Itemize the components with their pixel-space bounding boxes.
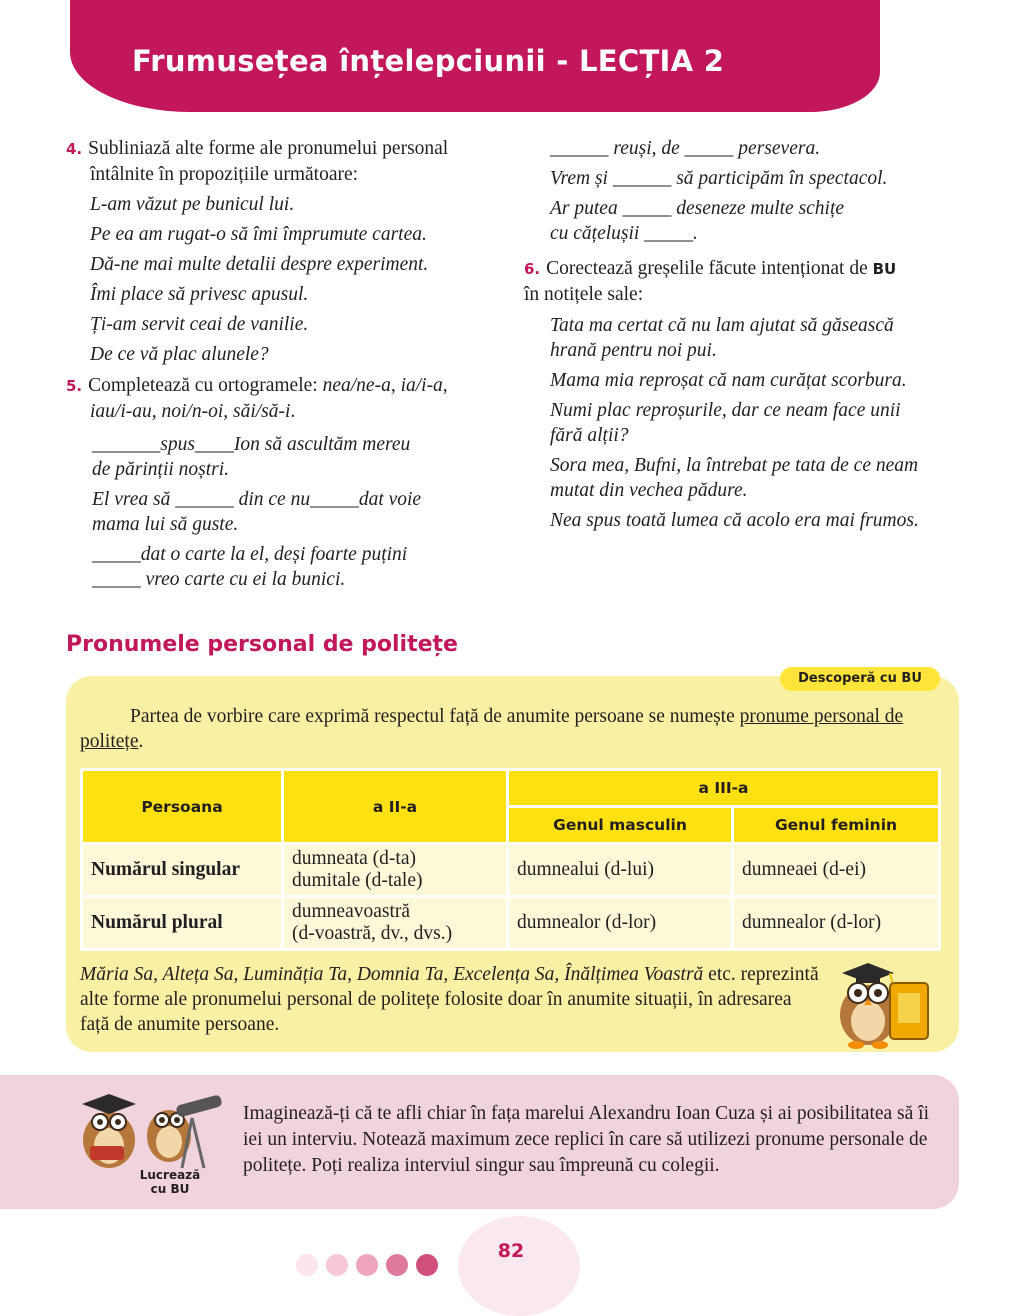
sentence: Tata ma certat că nu lam ajutat să găsească: [550, 315, 894, 336]
decorative-dot: [356, 1254, 378, 1276]
sentence: hrană pentru noi pui.: [550, 340, 717, 361]
exercise-5-prompt-line2: iau/i-au, noi/n-oi, săi/să-i.: [90, 401, 296, 422]
decorative-dot: [296, 1254, 318, 1276]
sentence: L-am văzut pe bunicul lui.: [90, 194, 295, 215]
exercise-number: 4.: [66, 140, 83, 158]
definition-text: Partea de vorbire care exprimă respectul față de anumite persoane se numește pronume personal de politețe.: [80, 706, 904, 752]
section-title: Pronumele personal de politețe: [66, 632, 458, 657]
bu-label: BU: [872, 260, 897, 278]
exercise-5-prompt: 5. Completează cu ortogramele: nea/ne-a, ia/i-a,: [66, 375, 448, 396]
cell-masculine: dumnealui (d-lui): [508, 844, 733, 897]
cell-person-2: dumneata (d-ta) dumitale (d-tale): [283, 844, 508, 897]
exercise-5-continued: [524, 136, 974, 246]
header-person-2: a II-a: [283, 770, 508, 844]
cell-feminine: dumneaei (d-ei): [733, 844, 940, 897]
page-title: Frumusețea înțelepciunii - LECȚIA 2: [132, 44, 725, 78]
sentence: mutat din vechea pădure.: [550, 480, 748, 501]
work-with-bu-badge: Lucrează cu BU: [139, 1168, 201, 1196]
exercise-6-sentences: [524, 313, 974, 533]
sentence: _____ vreo carte cu ei la bunici.: [92, 569, 346, 590]
sentence: De ce vă plac alunele?: [90, 344, 269, 365]
header-person-3: a III-a: [508, 770, 940, 807]
decorative-dot: [326, 1254, 348, 1276]
owls-telescope-illustration: [64, 1088, 234, 1172]
decorative-dot: [386, 1254, 408, 1276]
sentence: Îmi place să privesc apusul.: [90, 284, 309, 305]
table-row: [82, 897, 940, 950]
sentence: mama lui să guste.: [92, 514, 239, 535]
defined-term: pronume personal de politețe: [80, 706, 904, 752]
discover-tag: Descoperă cu BU: [780, 667, 940, 691]
header-masculine: Genul masculin: [508, 807, 733, 844]
cell-person-2: dumneavoastră (d-voastră, dv., dvs.): [283, 897, 508, 950]
sentence: Vrem și ______ să participăm în spectacol.: [550, 168, 888, 189]
task-text: Imaginează-ți că te afli chiar în fața marelui Alexandru Ioan Cuza și ai posibilitatea să îi iei un interviu. Notează maximum zece replici în care să utilizezi pronume personale de politețe. Poți realiza interviul singur sau împreună cu colegii.: [243, 1103, 930, 1176]
sentence: Pe ea am rugat-o să îmi împrumute cartea.: [90, 224, 427, 245]
exercise-5-sentences: [66, 432, 516, 592]
header-persoana: Persoana: [82, 770, 283, 844]
sentence: Dă-ne mai multe detalii despre experiment.: [90, 254, 429, 275]
header-feminine: Genul feminin: [733, 807, 940, 844]
sentence: Ar putea _____ deseneze multe schițe: [550, 198, 845, 219]
exercise-number: 5.: [66, 377, 83, 395]
right-column: [524, 136, 974, 533]
decorative-dot: [416, 1254, 438, 1276]
page-number-background: [458, 1216, 580, 1316]
exercise-4-prompt-line2: întâlnite în propozițiile următoare:: [90, 164, 359, 185]
row-label: Numărul singular: [82, 844, 283, 897]
sentence: Numi plac reproșurile, dar ce neam face unii: [550, 400, 901, 421]
sentence: Nea spus toată lumea că acolo era mai frumos.: [550, 510, 919, 531]
cell-feminine: dumnealor (d-lor): [733, 897, 940, 950]
left-column: [66, 136, 516, 592]
cell-masculine: dumnealor (d-lor): [508, 897, 733, 950]
exercise-number: 6.: [524, 260, 541, 278]
sentence: _____dat o carte la el, deși foarte puțini: [92, 544, 408, 565]
sentence: fără alții?: [550, 425, 629, 446]
sentence: ______ reuși, de _____ persevera.: [550, 138, 821, 159]
exercise-4-prompt: 4. Subliniază alte forme ale pronumelui personal: [66, 138, 449, 159]
row-label: Numărul plural: [82, 897, 283, 950]
exercise-6-prompt-line2: în notițele sale:: [524, 284, 644, 305]
table-row: [82, 844, 940, 897]
sentence: Sora mea, Bufni, la întrebat pe tata de ce neam: [550, 455, 919, 476]
exercise-4-sentences: [66, 192, 516, 367]
pronoun-table: [80, 768, 941, 951]
owl-teacher-illustration: [828, 955, 938, 1050]
sentence: El vrea să ______ din ce nu_____dat voie: [92, 489, 422, 510]
politeness-note: Măria Sa, Alteța Sa, Luminăția Ta, Domnia Ta, Excelența Sa, Înălțimea Voastră etc. reprezintă alte forme ale pronumelui personal de politețe folosite doar în anumite situații, în adresarea față de anumite persoane.: [80, 964, 819, 1035]
sentence: cu cățelușii _____.: [550, 223, 698, 244]
page-number: 82: [497, 1240, 525, 1262]
sentence: _______spus____Ion să ascultăm mereu: [92, 434, 411, 455]
sentence: Ți-am servit ceai de vanilie.: [90, 314, 309, 335]
sentence: de părinții noștri.: [92, 459, 230, 480]
exercise-6-prompt: 6. Corectează greșelile făcute intenționat de BU: [524, 258, 897, 279]
sentence: Mama mia reproșat că nam curățat scorbura.: [550, 370, 907, 391]
